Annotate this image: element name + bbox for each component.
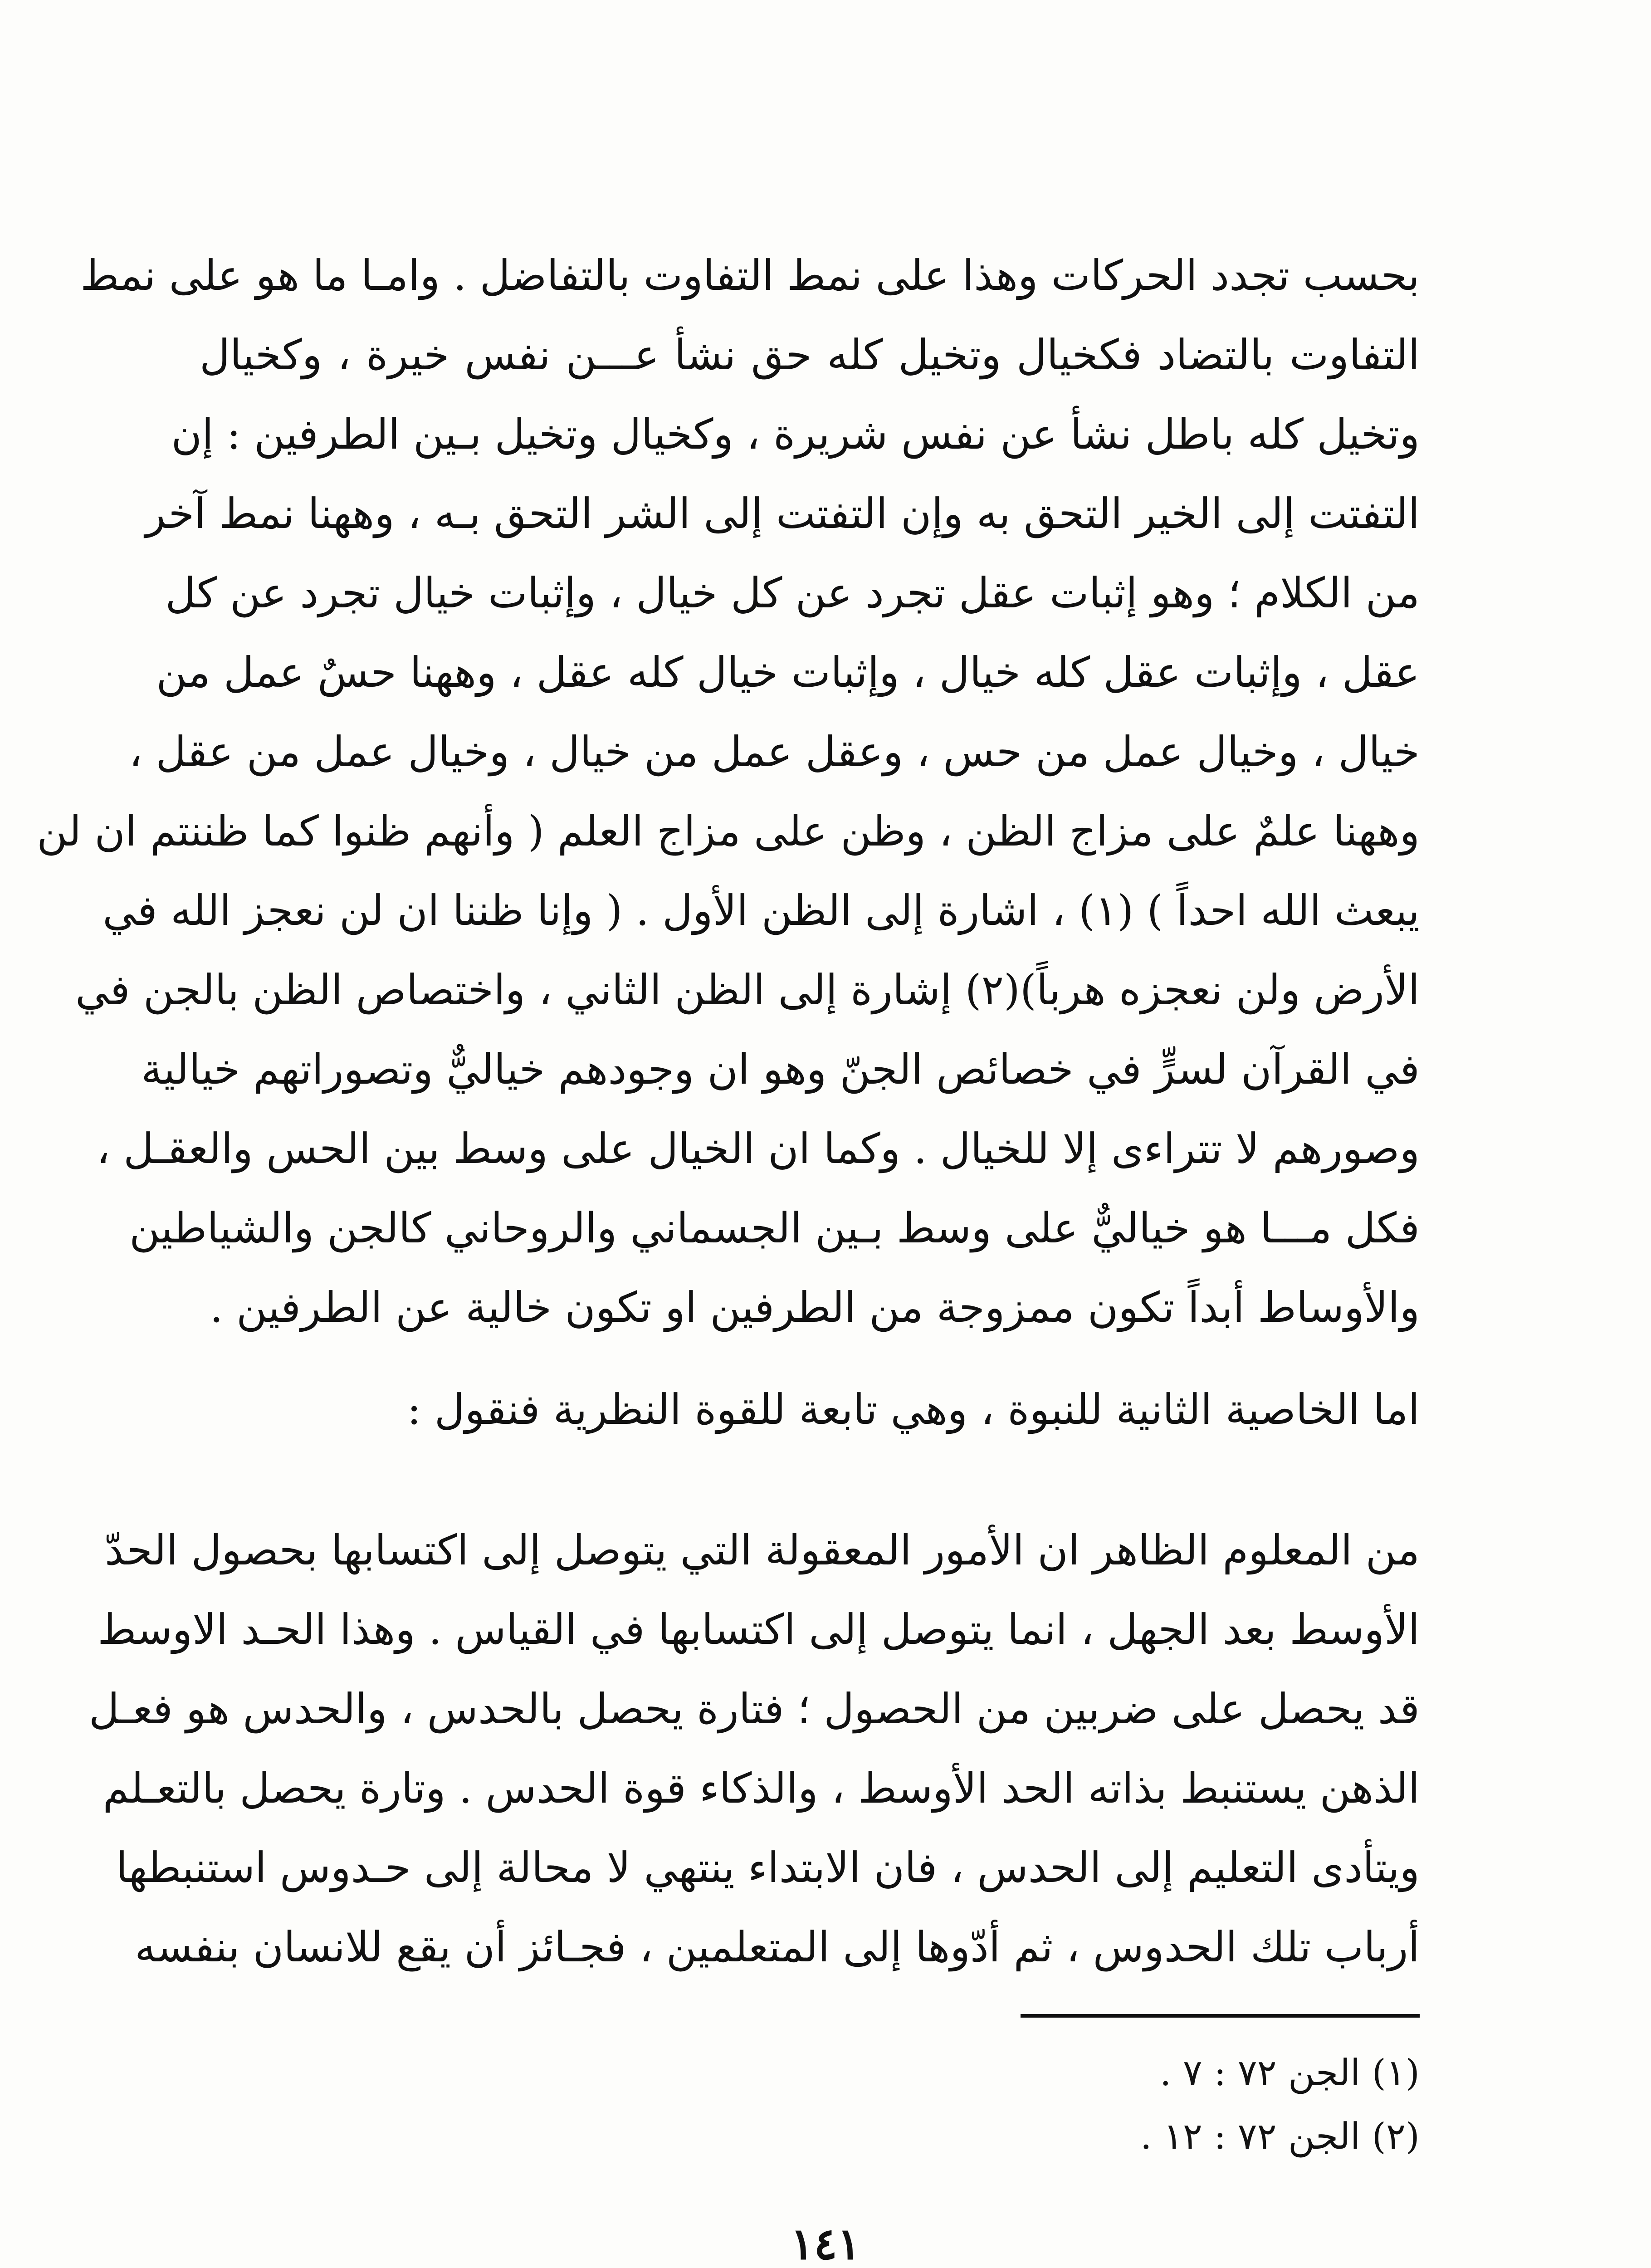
text-line: وصورهم لا تتراءى إلا للخيال . وكما ان الخيال على وسط بين الحس والعقـل ، xyxy=(97,1124,1420,1173)
page-number: ١٤١ xyxy=(790,2218,861,2268)
footnote-divider xyxy=(1021,2014,1420,2018)
text-line: الأرض ولن نعجزه هرباً)(٢) إشارة إلى الظن الثاني ، واختصاص الظن بالجن في xyxy=(75,966,1420,1014)
text-line: ويتأدى التعليم إلى الحدس ، فان الابتداء ينتهي لا محالة إلى حـدوس استنبطها xyxy=(116,1843,1420,1892)
text-line: وههنا علمٌ على مزاج الظن ، وظن على مزاج العلم ( وأنهم ظنوا كما ظننتم ان لن xyxy=(37,807,1420,855)
text-line: عقل ، وإثبات عقل كله خيال ، وإثبات خيال كله عقل ، وههنا حسٌ عمل من xyxy=(156,648,1420,697)
paragraph-1 xyxy=(37,236,1420,1347)
text-line: التفاوت بالتضاد فكخيال وتخيل كله حق نشأ عـــن نفس خيرة ، وكخيال xyxy=(200,331,1420,379)
heading-text: اما الخاصية الثانية للنبوة ، وهي تابعة للقوة النظرية فنقول : xyxy=(407,1385,1420,1434)
footnote-1: (١) الجن ٧٢ : ٧ . xyxy=(1160,2052,1420,2094)
text-line: من المعلوم الظاهر ان الأمور المعقولة التي يتوصل إلى اكتسابها بحصول الحدّ xyxy=(104,1526,1420,1574)
text-line: بحسب تجدد الحركات وهذا على نمط التفاوت بالتفاضل . وامـا ما هو على نمط xyxy=(80,251,1420,300)
text-line: أرباب تلك الحدوس ، ثم أدّوها إلى المتعلمين ، فجـائز أن يقع للانسان بنفسه xyxy=(135,1923,1420,1971)
text-line: يبعث الله احداً ) (١) ، اشارة إلى الظن الأول . ( وإنا ظننا ان لن نعجز الله في xyxy=(103,886,1420,935)
section-heading xyxy=(200,1370,1420,1449)
text-line: فكل مـــا هو خياليٌّ على وسط بـين الجسماني والروحاني كالجن والشياطين xyxy=(129,1204,1420,1252)
footnotes xyxy=(921,2041,1420,2168)
text-line: خيال ، وخيال عمل من حس ، وعقل عمل من خيال ، وخيال عمل من عقل ، xyxy=(129,728,1420,776)
text-line: الذهن يستنبط بذاته الحد الأوسط ، والذكاء قوة الحدس . وتارة يحصل بالتعـلم xyxy=(103,1764,1420,1813)
text-line: في القرآن لسرٍّ في خصائص الجنّ وهو ان وجودهم خياليٌّ وتصوراتهم خيالية xyxy=(141,1045,1420,1094)
paragraph-2 xyxy=(88,1510,1420,1987)
text-line: والأوساط أبداً تكون ممزوجة من الطرفين او تكون خالية عن الطرفين . xyxy=(210,1283,1420,1332)
text-line: وتخيل كله باطل نشأ عن نفس شريرة ، وكخيال وتخيل بـين الطرفين : إن xyxy=(171,410,1420,459)
footnote-2: (٢) الجن ٧٢ : ١٢ . xyxy=(1140,2115,1420,2157)
text-line: قد يحصل على ضربين من الحصول ؛ فتارة يحصل بالحدس ، والحدس هو فعـل xyxy=(88,1685,1420,1733)
text-line: الأوسط بعد الجهل ، انما يتوصل إلى اكتسابها في القياس . وهذا الحـد الاوسط xyxy=(98,1605,1420,1654)
text-line: التفتت إلى الخير التحق به وإن التفتت إلى الشر التحق بـه ، وههنا نمط آخر xyxy=(145,489,1420,538)
text-line: من الكلام ؛ وهو إثبات عقل تجرد عن كل خيال ، وإثبات خيال تجرد عن كل xyxy=(165,569,1420,617)
